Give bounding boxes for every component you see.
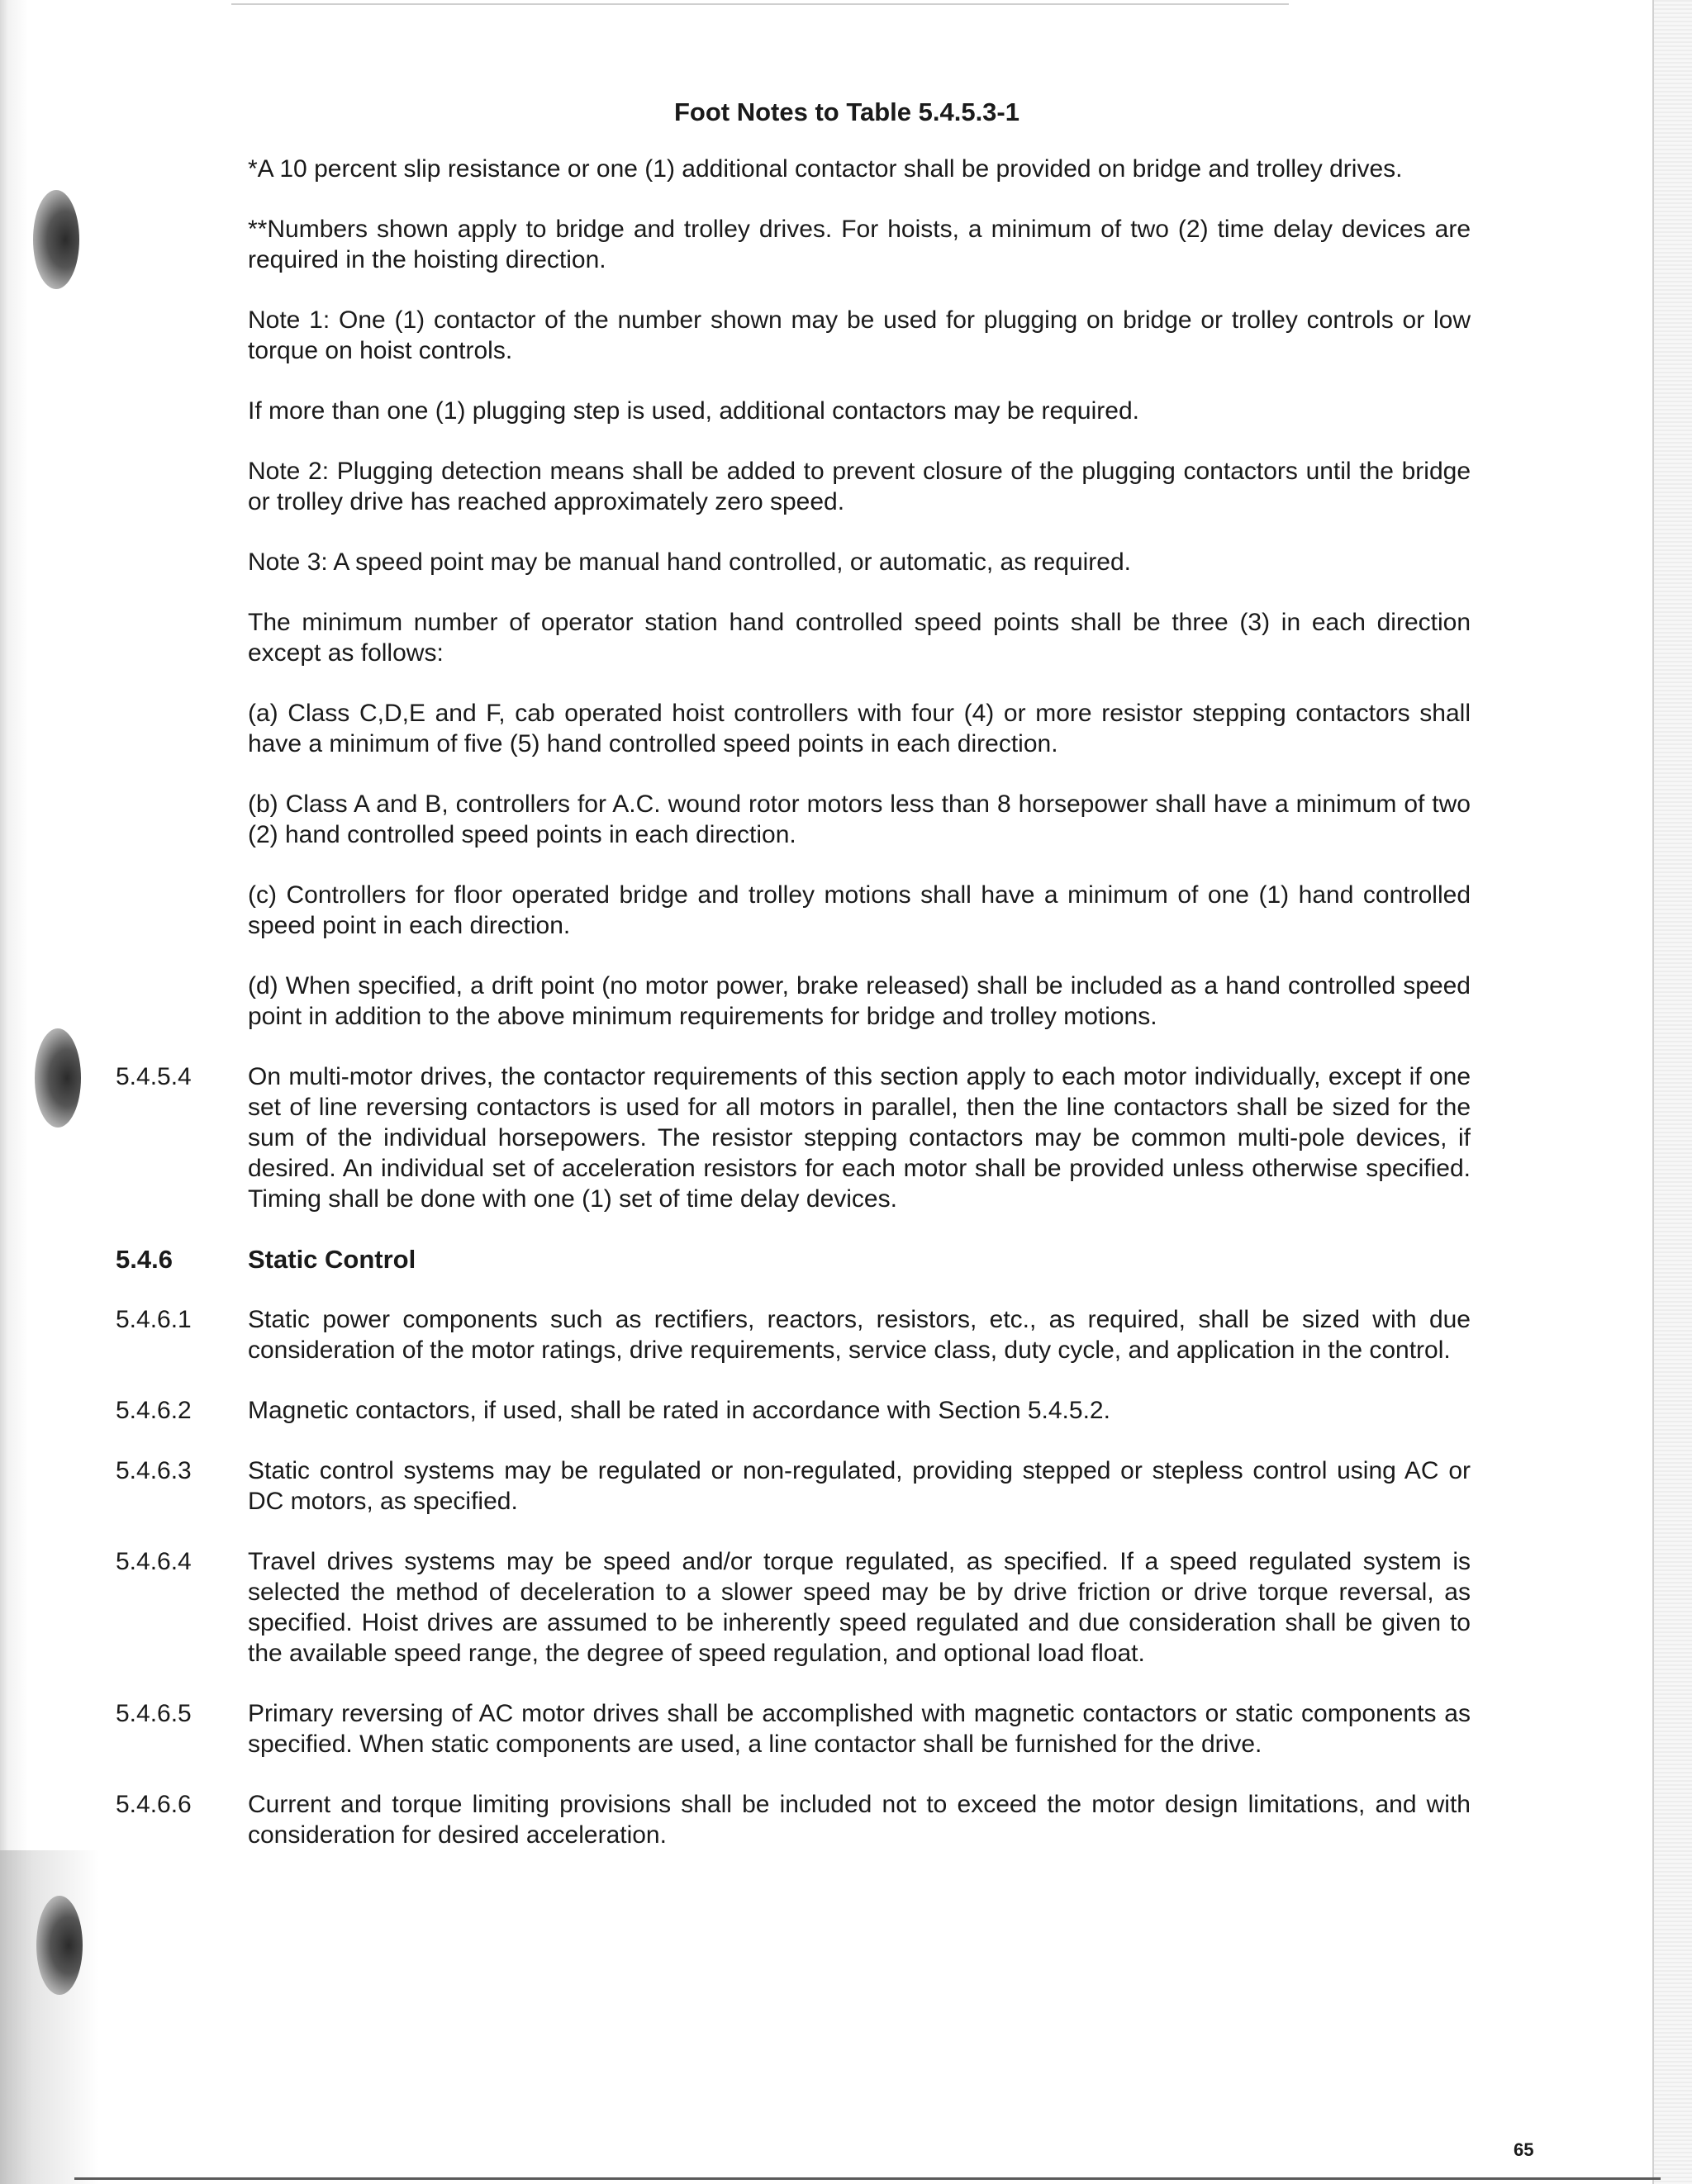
clause-text: On multi-motor drives, the contactor requirements of this section apply to each motor individually, except if one set of line reversing contactors is used for all motors in parallel, then the line contactors shall be sized for the sum of the individual horsepowers. The resistor stepping contactors may be common multi-pole devices, if desired. An individual set of acceleration resistors for each motor shall be provided unless otherwise specified. Timing shall be done with one (1) set of time delay devices. (248, 1063, 1471, 1213)
clause-text: Static control systems may be regulated or non-regulated, providing stepped or stepless control using AC or DC motors, as specified. (248, 1457, 1471, 1515)
footnote-slip-resistance: *A 10 percent slip resistance or one (1) additional contactor shall be provided on bridge and trolley drives. (248, 155, 1403, 183)
clause-5-4-5-4 (116, 1061, 1471, 1214)
footnote-numbers-shown: **Numbers shown apply to bridge and trolley drives. For hoists, a minimum of two (2) time delay devices are required in the hoisting direction. (248, 216, 1471, 273)
clause-text: Static power components such as rectifiers, reactors, resistors, etc., as required, shall be sized with due consideration of the motor ratings, drive requirements, service class, duty cycle, and application in the control. (248, 1306, 1471, 1364)
clause-number: 5.4.6.6 (116, 1791, 192, 1818)
note-2: Note 2: Plugging detection means shall be added to prevent closure of the plugging contactors until the bridge or trolley drive has reached approximately zero speed. (248, 458, 1471, 515)
clause-text: Magnetic contactors, if used, shall be rated in accordance with Section 5.4.5.2. (248, 1397, 1110, 1424)
clause-number: 5.4.6.1 (116, 1306, 192, 1333)
section-number: 5.4.6 (116, 1245, 173, 1274)
clause-text: Primary reversing of AC motor drives shall be accomplished with magnetic contactors or static components as specified. When static components are used, a line contactor shall be furnished for the drive. (248, 1700, 1471, 1758)
note-item-a: (a) Class C,D,E and F, cab operated hoist controllers with four (4) or more resistor stepping contactors shall have a minimum of five (5) hand controlled speed points in each direction. (248, 700, 1471, 757)
note-3: Note 3: A speed point may be manual hand controlled, or automatic, as required. (248, 548, 1131, 576)
clause-5-4-6-6 (116, 1789, 1471, 1850)
clause-text: Current and torque limiting provisions shall be included not to exceed the motor design limitations, and with consideration for desired acceleration. (248, 1791, 1471, 1849)
scan-top-rule (231, 3, 1289, 5)
clause-5-4-6-2 (116, 1395, 1471, 1426)
note-item-d: (d) When specified, a drift point (no motor power, brake released) shall be included as a hand controlled speed point in addition to the above minimum requirements for bridge and trolley motions. (248, 972, 1471, 1030)
punch-hole-top (33, 190, 79, 289)
page-right-edge (1652, 0, 1692, 2184)
clause-number: 5.4.6.4 (116, 1548, 192, 1575)
note-minimum-speed-points: The minimum number of operator station hand controlled speed points shall be three (3) in each direction except as follows: (248, 609, 1471, 667)
clause-5-4-6-4 (116, 1546, 1471, 1669)
clause-5-4-6-1 (116, 1304, 1471, 1365)
clause-number: 5.4.5.4 (116, 1063, 192, 1090)
note-item-c: (c) Controllers for floor operated bridge and trolley motions shall have a minimum of one (1) hand controlled speed point in each direction. (248, 881, 1471, 939)
punch-hole-middle (35, 1028, 81, 1128)
note-plugging-step: If more than one (1) plugging step is used, additional contactors may be required. (248, 397, 1139, 425)
document-body (116, 97, 1471, 1880)
clause-5-4-6-3 (116, 1455, 1471, 1517)
clause-text: Travel drives systems may be speed and/or torque regulated, as specified. If a speed regulated system is selected the method of deceleration to a slower speed may be by drive friction or drive torque reversal, as specified. Hoist drives are assumed to be inherently speed regulated and due consideration shall be given to the available speed range, the degree of speed regulation, and optional load float. (248, 1548, 1471, 1667)
page-number: 65 (1514, 2139, 1534, 2160)
scan-bottom-rule (74, 2177, 1661, 2180)
clause-5-4-6-5 (116, 1698, 1471, 1759)
note-item-b: (b) Class A and B, controllers for A.C. wound rotor motors less than 8 horsepower shall have a minimum of two (2) hand controlled speed points in each direction. (248, 791, 1471, 848)
page-title: Foot Notes to Table 5.4.5.3-1 (673, 97, 1019, 126)
section-title: Static Control (248, 1245, 416, 1274)
punch-hole-bottom (36, 1896, 83, 1995)
clause-number: 5.4.6.3 (116, 1457, 192, 1484)
clause-number: 5.4.6.5 (116, 1700, 192, 1727)
section-heading (116, 1244, 1471, 1275)
clause-number: 5.4.6.2 (116, 1397, 192, 1424)
note-1: Note 1: One (1) contactor of the number shown may be used for plugging on bridge or trolley controls or low torque on hoist controls. (248, 306, 1471, 364)
